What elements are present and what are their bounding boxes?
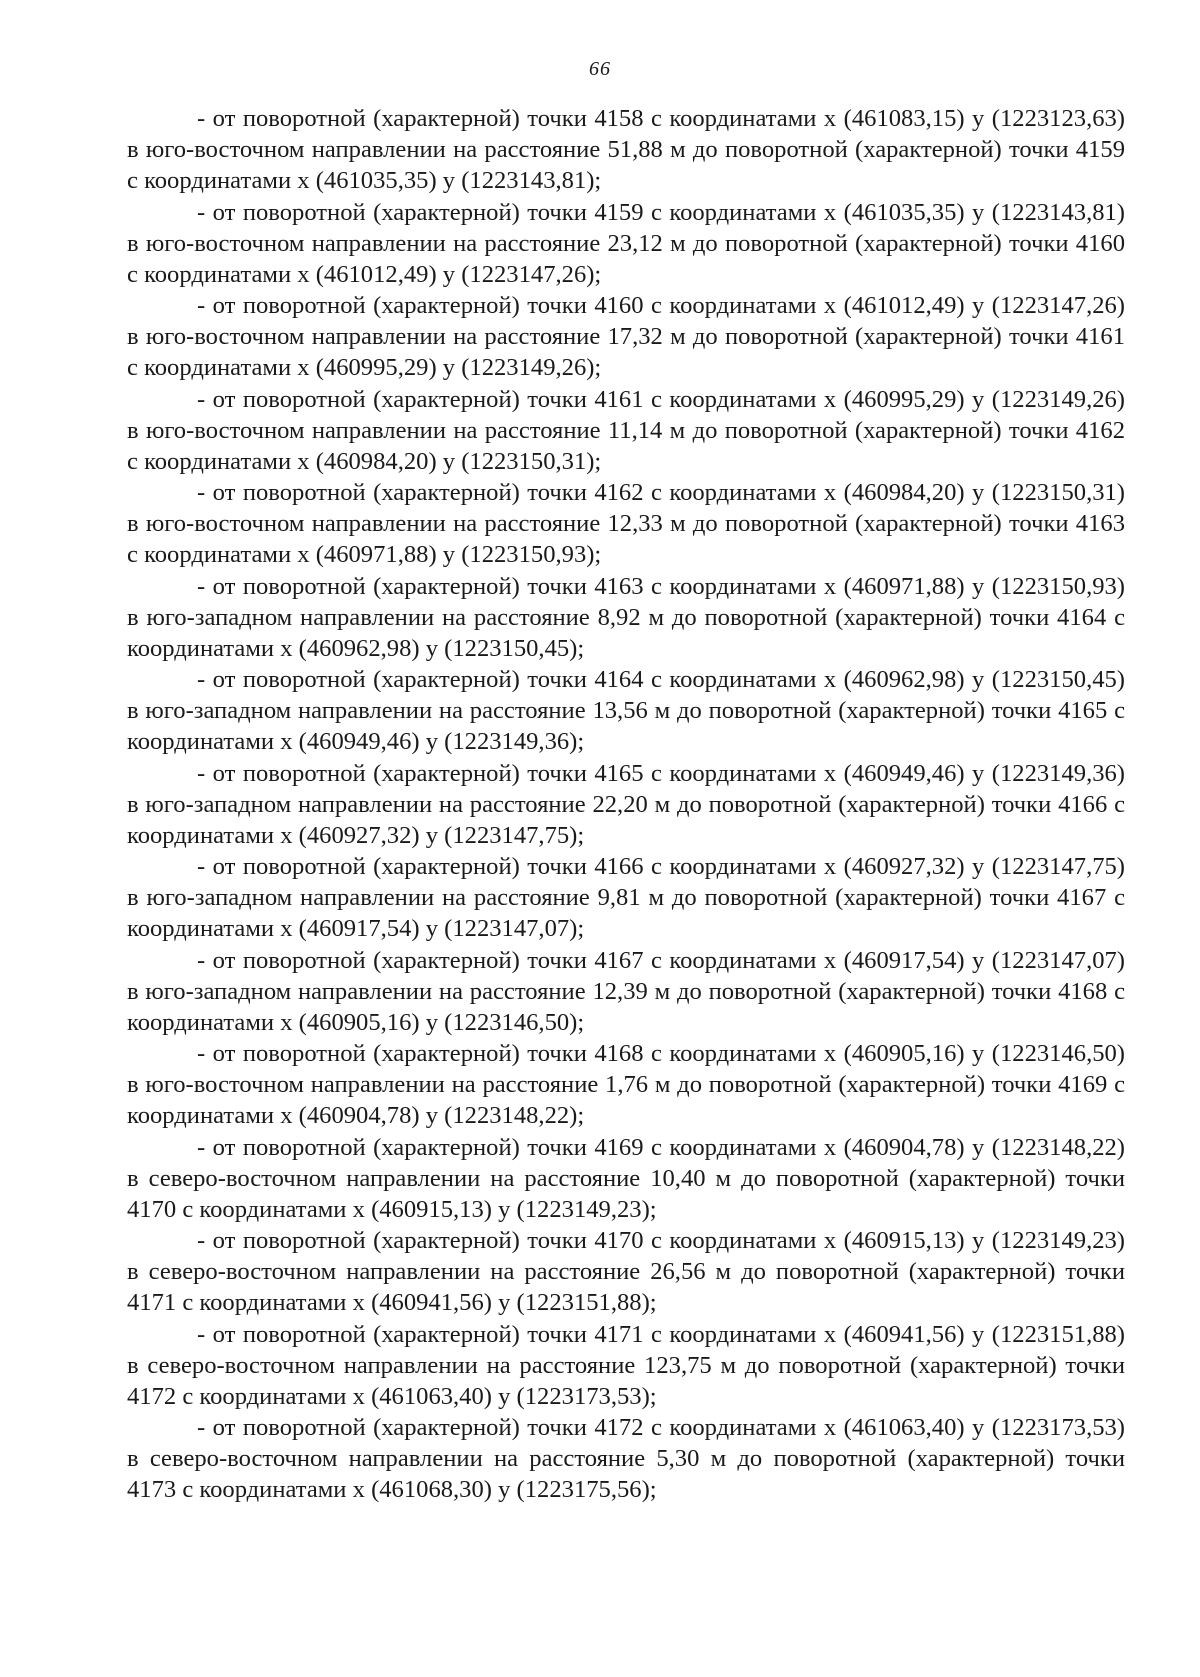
boundary-segment-paragraph: - от поворотной (характерной) точки 4165 с координатами х (460949,46) у (1223149,36) в юго-западном направлении на расстояние 22,20 м до поворотной (характерной) точки 4166 с координатами х (460927,32) у (1223147,75);: [127, 759, 1125, 849]
boundary-segment-paragraph: - от поворотной (характерной) точки 4169 с координатами х (460904,78) у (1223148,22) в северо-восточном направлении на расстояние 10,40 м до поворотной (характерной) точки 4170 с координатами х (460915,13) у (1223149,23);: [127, 1133, 1125, 1223]
boundary-segment-paragraph: - от поворотной (характерной) точки 4166 с координатами х (460927,32) у (1223147,75) в юго-западном направлении на расстояние 9,81 м до поворотной (характерной) точки 4167 с координатами х (460917,54) у (1223147,07);: [127, 853, 1125, 942]
document-body: [127, 103, 1125, 1506]
boundary-segment-paragraph: - от поворотной (характерной) точки 4168 с координатами х (460905,16) у (1223146,50) в юго-восточном направлении на расстояние 1,76 м до поворотной (характерной) точки 4169 с координатами х (460904,78) у (1223148,22);: [127, 1040, 1125, 1129]
boundary-segment-paragraph: - от поворотной (характерной) точки 4163 с координатами х (460971,88) у (1223150,93) в юго-западном направлении на расстояние 8,92 м до поворотной (характерной) точки 4164 с координатами х (460962,98) у (1223150,45);: [127, 572, 1125, 662]
boundary-segment-paragraph: - от поворотной (характерной) точки 4159 с координатами х (461035,35) у (1223143,81) в юго-восточном направлении на расстояние 23,12 м до поворотной (характерной) точки 4160 с координатами х (461012,49) у (1223147,26);: [127, 198, 1125, 288]
boundary-segment-paragraph: - от поворотной (характерной) точки 4170 с координатами х (460915,13) у (1223149,23) в северо-восточном направлении на расстояние 26,56 м до поворотной (характерной) точки 4171 с координатами х (460941,56) у (1223151,88);: [127, 1227, 1125, 1316]
boundary-segment-paragraph: - от поворотной (характерной) точки 4167 с координатами х (460917,54) у (1223147,07) в юго-западном направлении на расстояние 12,39 м до поворотной (характерной) точки 4168 с координатами х (460905,16) у (1223146,50);: [127, 946, 1125, 1036]
boundary-segment-paragraph: - от поворотной (характерной) точки 4162 с координатами х (460984,20) у (1223150,31) в юго-восточном направлении на расстояние 12,33 м до поворотной (характерной) точки 4163 с координатами х (460971,88) у (1223150,93);: [127, 479, 1125, 568]
boundary-segment-paragraph: - от поворотной (характерной) точки 4171 с координатами х (460941,56) у (1223151,88) в северо-восточном направлении на расстояние 123,75 м до поворотной (характерной) точки 4172 с координатами х (461063,40) у (1223173,53);: [127, 1320, 1125, 1410]
boundary-segment-paragraph: - от поворотной (характерной) точки 4160 с координатами х (461012,49) у (1223147,26) в юго-восточном направлении на расстояние 17,32 м до поворотной (характерной) точки 4161 с координатами х (460995,29) у (1223149,26);: [127, 292, 1125, 381]
boundary-segment-paragraph: - от поворотной (характерной) точки 4164 с координатами х (460962,98) у (1223150,45) в юго-западном направлении на расстояние 13,56 м до поворотной (характерной) точки 4165 с координатами х (460949,46) у (1223149,36);: [127, 666, 1125, 755]
boundary-segment-paragraph: - от поворотной (характерной) точки 4161 с координатами х (460995,29) у (1223149,26) в юго-восточном направлении на расстояние 11,14 м до поворотной (характерной) точки 4162 с координатами х (460984,20) у (1223150,31);: [127, 385, 1125, 475]
boundary-segment-paragraph: - от поворотной (характерной) точки 4158 с координатами х (461083,15) у (1223123,63) в юго-восточном направлении на расстояние 51,88 м до поворотной (характерной) точки 4159 с координатами х (461035,35) у (1223143,81);: [127, 105, 1125, 194]
boundary-segment-paragraph: - от поворотной (характерной) точки 4172 с координатами х (461063,40) у (1223173,53) в северо-восточном направлении на расстояние 5,30 м до поворотной (характерной) точки 4173 с координатами х (461068,30) у (1223175,56);: [127, 1414, 1125, 1503]
page-number: 66: [589, 58, 611, 80]
